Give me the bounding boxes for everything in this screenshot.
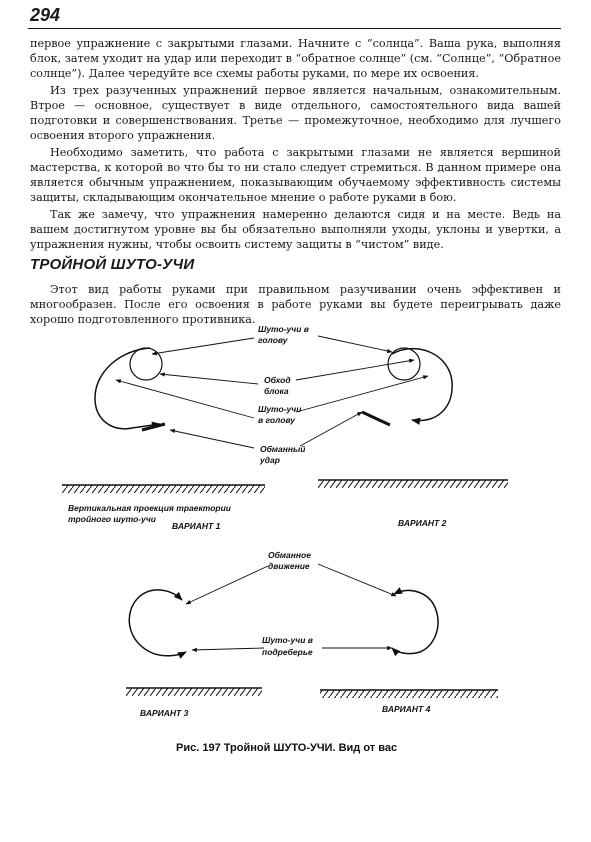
label-head-strike-top: Шуто-учи в (258, 324, 309, 334)
label-variant-1: ВАРИАНТ 1 (172, 521, 221, 531)
feint-stroke-right (362, 412, 390, 425)
label-feint-strike: удар (260, 455, 280, 465)
variant-2-diagram (296, 336, 508, 488)
trajectory-right (392, 349, 452, 421)
page-number: 294 (30, 5, 61, 25)
paragraph: первое упражнение с закрытыми глазами. Начните с “солнца”. Ваша рука, выполняя блок, затем уходит на удар или переходит в “обратное солнце” (см. “Солнце”, “Обратное солнце”). Далее чередуйте все схемы работы руками, по мере их освоения. (30, 37, 561, 80)
paragraph: Необходимо заметить, что работа с закрытыми глазами не является вершиной мастерства, к которой во что бы то ни стало следует стремиться. В данном примере она является обычным упражнением, показывающим обучаемому эффективность системы защиты, складывающим окончательное мнение о работе руками в бою. (30, 146, 561, 204)
trajectory-left (95, 348, 160, 429)
label-variant-4: ВАРИАНТ 4 (382, 704, 431, 714)
variant-4-diagram (318, 564, 498, 698)
label-bypass-block: Обход (264, 375, 291, 385)
variant-1-diagram (62, 338, 265, 493)
paragraph: Так же замечу, что упражнения намеренно делаются сидя и на месте. Ведь на вашем достигнутом уровне вы бы обязательно выполняли уходы, уклоны и увертки, а упражнения нужны, чтобы освоить систему защиты в “чистом” виде. (30, 208, 561, 251)
label-variant-2: ВАРИАНТ 2 (398, 518, 447, 528)
section-heading: ТРОЙНОЙ ШУТО-УЧИ (30, 256, 195, 273)
trajectory-lower-right (392, 591, 438, 654)
label-head-strike-top: голову (258, 335, 288, 345)
label-feint-move: Обманное (268, 550, 311, 560)
variant-3-diagram (126, 566, 268, 696)
label-feint-move: движение (268, 561, 310, 571)
label-bypass-block: блока (264, 386, 289, 396)
paragraph: Этот вид работы руками при правильном разучивании очень эффективен и многообразен. После его освоения в работе руками вы будете переигрывать даже хорошо подготовленного противника. (30, 283, 561, 326)
label-head-strike-mid: Шуто-учи (258, 404, 302, 414)
label-variant-3: ВАРИАНТ 3 (140, 708, 189, 718)
figure-caption: Рис. 197 Тройной ШУТО-УЧИ. Вид от вас (176, 742, 398, 754)
label-head-strike-mid: в голову (258, 415, 295, 425)
paragraph: Из трех разученных упражнений первое является начальным, ознакомительным. Втрое — основное, существует в виде отдельного, самостоятельного вида вашей подготовки и совершенствования. Третье — промежуточное, необходимо для лучшего освоения второго упражнения. (30, 84, 561, 142)
label-rib-strike: подреберье (262, 647, 313, 657)
label-vertical-projection: Вертикальная проекция траектории (68, 503, 232, 513)
label-rib-strike: Шуто-учи в (262, 635, 313, 645)
label-feint-strike: Обманный (260, 444, 306, 454)
trajectory-lower-left (129, 590, 186, 656)
label-vertical-projection: тройного шуто-учи (68, 514, 156, 524)
